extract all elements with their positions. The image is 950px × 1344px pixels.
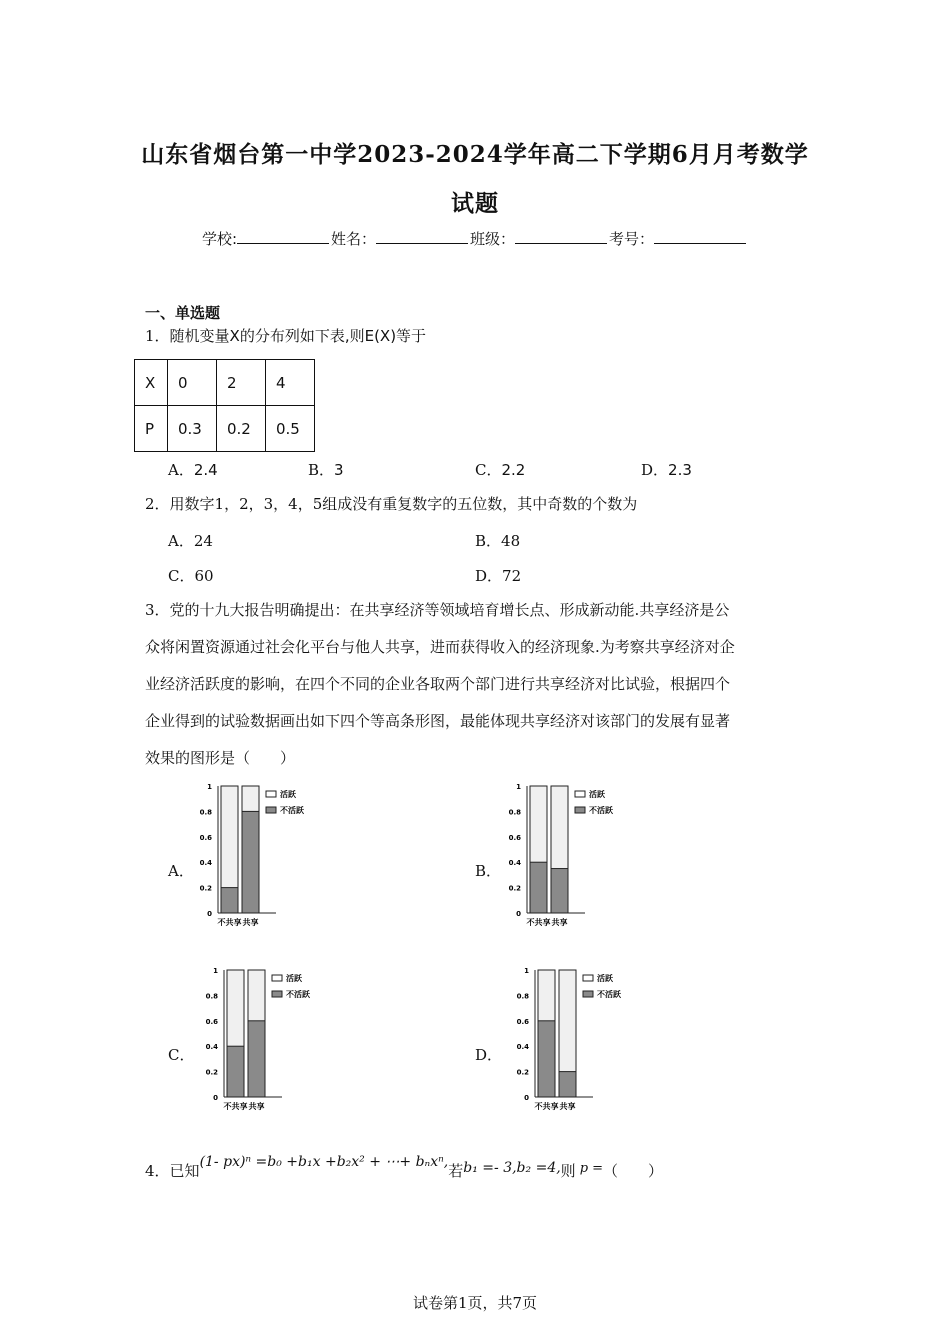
option-value: 2.4 <box>193 461 218 479</box>
tick-label: 0 <box>207 910 212 918</box>
tick-label: 0.4 <box>516 1043 529 1052</box>
legend-swatch-active <box>266 791 276 797</box>
q4-number: 4． <box>145 1162 170 1180</box>
name-label: 姓名： <box>331 230 377 248</box>
q2-option-c[interactable] <box>168 565 214 586</box>
table-cell: P <box>135 406 168 452</box>
q3-option-c[interactable]: C． <box>168 1046 195 1064</box>
question-1 <box>145 318 426 355</box>
option-letter: A． <box>168 461 194 479</box>
q1-option-b[interactable] <box>308 459 344 480</box>
q2-option-a[interactable] <box>168 530 213 551</box>
page-footer: 试卷第1页，共7页 <box>412 1294 538 1312</box>
student-info <box>0 228 950 249</box>
option-letter: D． <box>641 461 669 479</box>
q4-paren: （ ） <box>603 1162 664 1180</box>
chart-d <box>513 962 643 1122</box>
q3-line: 效果的图形是（ ） <box>145 749 296 767</box>
q4-formula: (1- px)ⁿ =b₀ +b₁x +b₂x² + ⋯+ bₙxⁿ, <box>199 1154 449 1170</box>
page-title-line2: 试题 <box>451 190 499 217</box>
table-cell: 4 <box>266 360 315 406</box>
q4-condition: b₁ =- 3,b₂ =4, <box>463 1160 561 1176</box>
option-letter: C． <box>168 567 195 585</box>
tick-label: 0.2 <box>516 1068 529 1077</box>
tick-label: 1 <box>516 783 521 791</box>
option-value: 72 <box>502 567 522 585</box>
school-blank[interactable] <box>237 229 329 244</box>
option-value: 60 <box>194 567 214 585</box>
q4-ask: p = <box>579 1161 604 1176</box>
q1-number: 1． <box>145 327 170 345</box>
category-label: 共享 <box>551 918 568 927</box>
tick-label: 0.2 <box>205 1068 218 1077</box>
q1-option-d[interactable] <box>641 459 692 480</box>
school-label: 学校: <box>201 230 237 248</box>
legend-swatch-inactive <box>266 807 276 813</box>
class-blank[interactable] <box>515 229 607 244</box>
bar-inactive <box>559 1072 576 1097</box>
tick-label: 0.8 <box>199 808 212 817</box>
bar-inactive <box>242 811 259 913</box>
tick-label: 0.6 <box>516 1017 529 1026</box>
section-heading: 一、单选题 <box>145 304 221 322</box>
category-label: 共享 <box>559 1102 576 1111</box>
legend-label-inactive: 不活跃 <box>597 990 621 999</box>
q3-option-b[interactable]: B． <box>475 862 502 880</box>
q2-option-b[interactable] <box>475 530 520 551</box>
bar-inactive <box>530 862 547 913</box>
q3-option-d[interactable]: D． <box>475 1046 503 1064</box>
category-label: 共享 <box>242 918 259 927</box>
bar-inactive <box>227 1046 244 1097</box>
table-row <box>135 406 315 452</box>
question-2 <box>145 486 637 523</box>
name-blank[interactable] <box>376 229 468 244</box>
q4-mid: 若 <box>448 1162 464 1180</box>
tick-label: 0.8 <box>508 808 521 817</box>
bar-inactive <box>551 869 568 913</box>
bar-inactive <box>221 888 238 913</box>
option-value: 24 <box>193 532 213 550</box>
table-cell: 0 <box>168 360 217 406</box>
legend-swatch-inactive <box>583 991 593 997</box>
question-4 <box>145 1154 664 1181</box>
q3-line: 企业得到的试验数据画出如下四个等高条形图，最能体现共享经济对该部门的发展有显著 <box>145 712 731 730</box>
category-label: 不共享 <box>223 1102 248 1111</box>
legend-label-active: 活跃 <box>286 974 302 983</box>
tick-label: 0 <box>516 910 521 918</box>
option-letter: C． <box>475 461 502 479</box>
q1-option-c[interactable] <box>475 459 525 480</box>
distribution-table <box>134 359 315 452</box>
q2-number: 2． <box>145 495 170 513</box>
legend-swatch-inactive <box>272 991 282 997</box>
tick-label: 0 <box>213 1094 218 1102</box>
table-row <box>135 360 315 406</box>
legend-label-active: 活跃 <box>589 790 605 799</box>
tick-label: 0 <box>524 1094 529 1102</box>
id-label: 考号： <box>609 230 655 248</box>
tick-label: 0.6 <box>199 833 212 842</box>
q3-number: 3． <box>145 601 170 619</box>
option-value: 2.3 <box>668 461 692 479</box>
option-letter: A． <box>168 532 194 550</box>
tick-label: 1 <box>213 967 218 975</box>
option-letter: B． <box>308 461 335 479</box>
question-3 <box>145 592 815 777</box>
tick-label: 0.4 <box>205 1043 218 1052</box>
id-blank[interactable] <box>654 229 746 244</box>
chart-b <box>505 778 635 938</box>
legend-label-active: 活跃 <box>597 974 613 983</box>
legend-swatch-active <box>575 791 585 797</box>
category-label: 不共享 <box>526 918 551 927</box>
legend-label-inactive: 不活跃 <box>589 806 613 815</box>
tick-label: 0.4 <box>508 859 521 868</box>
category-label: 共享 <box>248 1102 265 1111</box>
tick-label: 0.2 <box>508 884 521 893</box>
tick-label: 1 <box>524 967 529 975</box>
tick-label: 0.8 <box>516 992 529 1001</box>
q2-text: 用数字1，2，3，4，5组成没有重复数字的五位数，其中奇数的个数为 <box>169 495 638 513</box>
q4-post: 则 <box>560 1162 576 1180</box>
table-cell: 0.5 <box>266 406 315 452</box>
table-cell: X <box>135 360 168 406</box>
legend-label-inactive: 不活跃 <box>280 806 304 815</box>
q4-pre: 已知 <box>169 1162 200 1180</box>
bar-inactive <box>248 1021 265 1097</box>
q3-line <box>145 592 815 629</box>
chart-c <box>202 962 332 1122</box>
table-cell: 0.3 <box>168 406 217 452</box>
category-label: 不共享 <box>217 918 242 927</box>
option-value: 2.2 <box>501 461 526 479</box>
option-letter: D． <box>475 567 503 585</box>
legend-swatch-inactive <box>575 807 585 813</box>
tick-label: 1 <box>207 783 212 791</box>
q1-option-a[interactable] <box>168 459 218 480</box>
tick-label: 0.2 <box>199 884 212 893</box>
option-value: 3 <box>334 461 344 479</box>
tick-label: 0.6 <box>205 1017 218 1026</box>
q2-option-d[interactable] <box>475 565 521 586</box>
option-value: 48 <box>501 532 521 550</box>
class-label: 班级： <box>470 230 516 248</box>
table-cell: 0.2 <box>217 406 266 452</box>
legend-swatch-active <box>583 975 593 981</box>
tick-label: 0.4 <box>199 859 212 868</box>
legend-label-inactive: 不活跃 <box>286 990 310 999</box>
q1-text: 随机变量X的分布列如下表,则E(X)等于 <box>169 327 427 345</box>
q3-line: 业经济活跃度的影响，在四个不同的企业各取两个部门进行共享经济对比试验，根据四个 <box>145 675 731 693</box>
q3-text: 党的十九大报告明确提出：在共享经济等领域培育增长点、形成新动能.共享经济是公 <box>169 601 730 619</box>
chart-a <box>196 778 326 938</box>
category-label: 不共享 <box>534 1102 559 1111</box>
legend-label-active: 活跃 <box>280 790 296 799</box>
page-title: 山东省烟台第一中学2023-2024学年高二下学期6月月考数学 <box>141 141 809 168</box>
q3-line: 众将闲置资源通过社会化平台与他人共享，进而获得收入的经济现象.为考察共享经济对企 <box>145 638 735 656</box>
q3-option-a[interactable]: A． <box>168 862 194 880</box>
bar-inactive <box>538 1021 555 1097</box>
tick-label: 0.8 <box>205 992 218 1001</box>
tick-label: 0.6 <box>508 833 521 842</box>
option-letter: B． <box>475 532 502 550</box>
legend-swatch-active <box>272 975 282 981</box>
table-cell: 2 <box>217 360 266 406</box>
